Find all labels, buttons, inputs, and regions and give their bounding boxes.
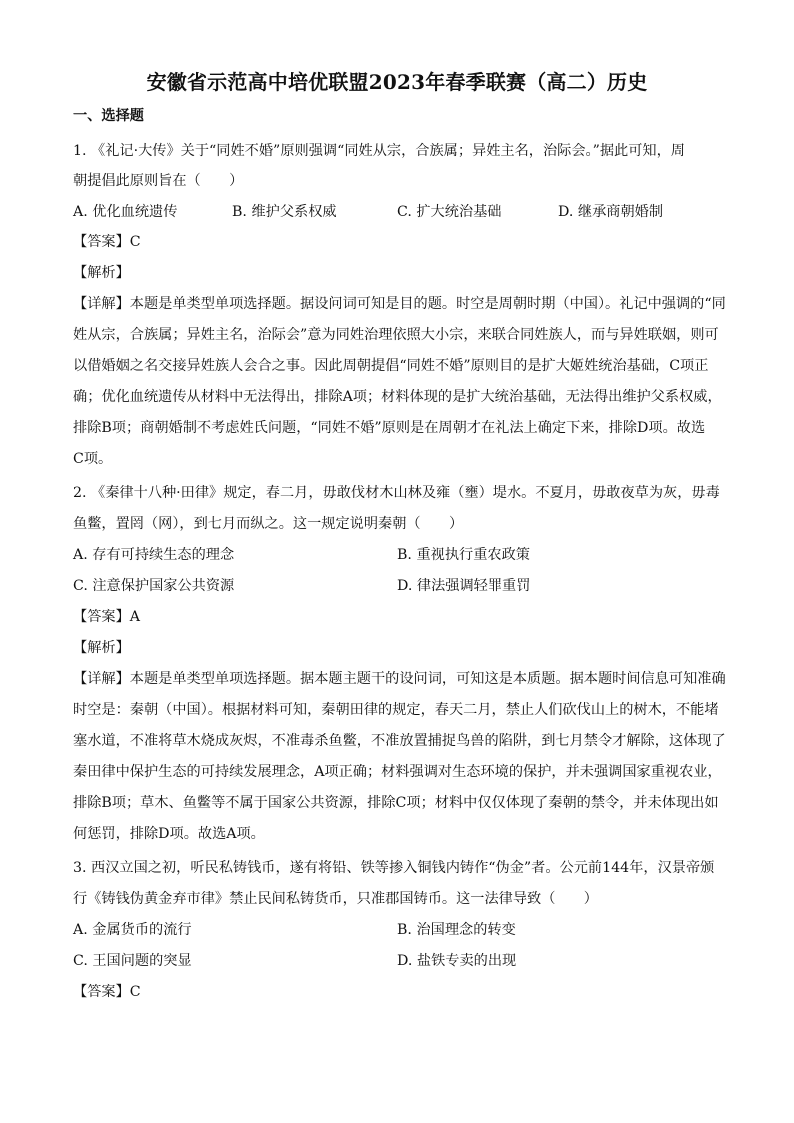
q2-stem-line-1: 2. 《秦律十八种·田律》规定，春二月，毋敢伐材木山林及雍（壅）堤水。不夏月，毋敢夜草为灰，毋毒 (73, 485, 720, 501)
q1-detail-line-1: 【详解】本题是单类型单项选择题。据设问词可知是目的题。时空是周朝时期（中国）。礼记中强调的“同 (73, 296, 726, 312)
q3-option-b: B. 治国理念的转变 (397, 922, 516, 938)
q1-stem-line-2: 朝提倡此原则旨在（ ） (73, 173, 244, 189)
q2-detail-line-6: 何惩罚，排除D项。故选A项。 (73, 826, 265, 842)
q1-detail-line-5: 排除B项；商朝婚制不考虑姓氏问题，“同姓不婚”原则是在周朝才在礼法上确定下来，排除D项。故选 (73, 420, 706, 436)
q1-detail-line-4: 确；优化血统遗传从材料中无法得出，排除A项；材料体现的是扩大统治基础，无法得出维护父系权威， (73, 389, 722, 405)
q2-option-d: D. 律法强调轻罪重罚 (397, 578, 531, 594)
q3-answer: 【答案】C (73, 984, 141, 1000)
q1-detail-line-2: 姓从宗，合族属；异姓主名，治际会”意为同姓治理依照大小宗，来联合同姓族人，而与异姓联姻，则可 (73, 327, 719, 343)
q1-answer: 【答案】C (73, 234, 141, 250)
q1-option-b: B. 维护父系权威 (232, 204, 337, 220)
q1-detail-line-6: C项。 (73, 451, 113, 467)
q2-detail-line-4: 秦田律中保护生态的可持续发展理念，A项正确；材料强调对生态环境的保护，并未强调国家重视农业， (73, 764, 722, 780)
q1-option-c: C. 扩大统治基础 (397, 204, 502, 220)
q3-option-a: A. 金属货币的流行 (73, 922, 192, 938)
q3-stem-line-2: 行《铸钱伪黄金弃市律》禁止民间私铸货币，只准郡国铸币。这一法律导致（ ） (73, 891, 598, 907)
page-title: 安徽省示范高中培优联盟2023年春季联赛（高二）历史 (146, 70, 648, 94)
q3-stem-line-1: 3. 西汉立国之初，听民私铸钱币，遂有将铅、铁等掺入铜钱内铸作“伪金”者。公元前144年，汉景帝颁 (73, 860, 715, 876)
q2-stem-line-2: 鱼鳖，置罔（网），到七月而纵之。这一规定说明秦朝（ ） (73, 516, 464, 532)
q2-detail-line-3: 塞水道，不准将草木烧成灰烬，不准毒杀鱼鳖，不准放置捕捉鸟兽的陷阱，到七月禁令才解除，这体现了 (73, 733, 726, 749)
q1-detail-line-3: 以借婚姻之名交接异姓族人会合之事。因此周朝提倡“同姓不婚”原则目的是扩大姬姓统治基础，C项正 (73, 358, 709, 374)
q3-option-c: C. 王国问题的突显 (73, 953, 192, 969)
q2-option-a: A. 存有可持续生态的理念 (73, 547, 235, 563)
q1-analysis-label: 【解析】 (73, 265, 130, 281)
q2-detail-line-5: 排除B项；草木、鱼鳖等不属于国家公共资源，排除C项；材料中仅仅体现了秦朝的禁令，并未体现出如 (73, 795, 719, 811)
section-heading: 一、选择题 (73, 108, 144, 124)
q2-option-b: B. 重视执行重农政策 (397, 547, 530, 563)
q2-option-c: C. 注意保护国家公共资源 (73, 578, 235, 594)
q2-analysis-label: 【解析】 (73, 640, 130, 656)
q1-stem-line-1: 1. 《礼记·大传》关于“同姓不婚”原则强调“同姓从宗，合族属；异姓主名，治际会。”据此可知，周 (73, 143, 685, 159)
q3-option-d: D. 盐铁专卖的出现 (397, 953, 517, 969)
q2-answer: 【答案】A (73, 609, 140, 625)
q1-option-a: A. 优化血统遗传 (73, 204, 178, 220)
q2-detail-line-2: 时空是：秦朝（中国）。根据材料可知，秦朝田律的规定，春天二月，禁止人们砍伐山上的树木，不能堵 (73, 702, 719, 718)
q1-option-d: D. 继承商朝婚制 (558, 204, 664, 220)
q2-detail-line-1: 【详解】本题是单类型单项选择题。据本题主题干的设问词，可知这是本质题。据本题时间信息可知准确 (73, 671, 726, 687)
